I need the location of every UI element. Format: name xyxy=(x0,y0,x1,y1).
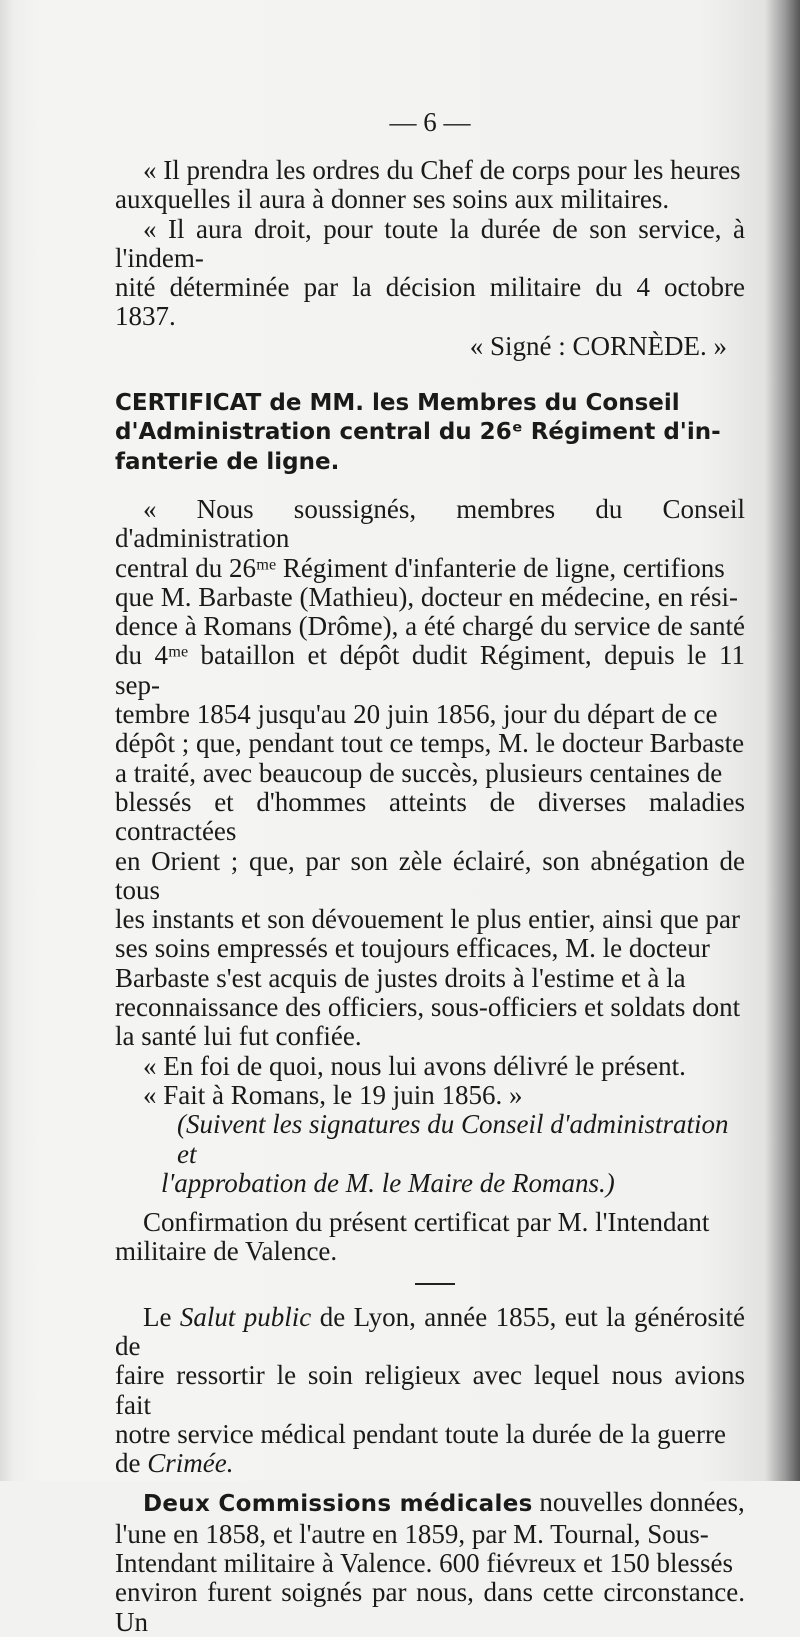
confirmation-line1: Confirmation du présent certificat par M. l'Intendant xyxy=(143,1207,710,1238)
page-number: — 6 — xyxy=(389,107,471,137)
cert-line: que M. Barbaste (Mathieu), docteur en médecine, en rési- xyxy=(115,581,739,612)
salut-rest: de Lyon, année 1855, eut la générosité de xyxy=(115,1301,745,1361)
commissions-heading: Deux Commissions médicales xyxy=(143,1491,533,1518)
signature-line: « Signé : CORNÈDE. » xyxy=(469,330,727,361)
salut-public-title: Salut public xyxy=(179,1301,312,1332)
cert-line: Barbaste s'est acquis de justes droits à l'estime et à la xyxy=(115,962,686,993)
para1-line2: auxquelles il aura à donner ses soins aux militaires. xyxy=(115,184,670,215)
salut-line4-prefix: de xyxy=(115,1448,148,1479)
salut-line2: faire ressortir le soin religieux avec lequel nous avions fait xyxy=(115,1360,745,1420)
page-text xyxy=(115,108,745,1637)
deux-line2: l'une en 1858, et l'autre en 1859, par M. Tournal, Sous- xyxy=(115,1518,709,1549)
cert-line: central du 26ᵐᵉ Régiment d'infanterie de ligne, certifions xyxy=(115,552,725,583)
para1-line1: « Il prendra les ordres du Chef de corps pour les heures xyxy=(143,155,741,185)
salut-line3: notre service médical pendant toute la durée de la guerre xyxy=(115,1418,726,1449)
fait-line: « Fait à Romans, le 19 juin 1856. » xyxy=(143,1079,523,1110)
salut-line1 xyxy=(115,1303,745,1362)
en-foi-line: « En foi de quoi, nous lui avons délivré le présent. xyxy=(143,1050,686,1081)
deux-line4: environ furent soignés par nous, dans cette circonstance. Un xyxy=(115,1577,745,1637)
signatures-note-line1: (Suivent les signatures du Conseil d'administration et xyxy=(177,1109,729,1169)
cert-line: blessés et d'hommes atteints de diverses maladies contractées xyxy=(115,786,745,847)
cert-line: la santé lui fut confiée. xyxy=(115,1021,362,1052)
certificate-heading xyxy=(115,389,745,477)
salut-line4 xyxy=(115,1449,745,1478)
salut-prefix: Le xyxy=(143,1301,180,1332)
certificate-body xyxy=(115,495,745,1052)
signatures-note-line2: l'approbation de M. le Maire de Romans.) xyxy=(161,1167,615,1198)
crimee-word: Crimée. xyxy=(147,1448,234,1479)
cert-line: a traité, avec beaucoup de succès, plusieurs centaines de xyxy=(115,757,723,788)
para2-line1: « Il aura droit, pour toute la durée de son service, à l'indem- xyxy=(115,213,745,273)
cert-line: « Nous soussignés, membres du Conseil d'administration xyxy=(115,493,745,554)
heading-line2: d'Administration central du 26ᵉ Régiment d'in- xyxy=(115,419,721,446)
heading-line1: CERTIFICAT de MM. les Membres du Conseil xyxy=(115,390,680,417)
cert-line: tembre 1854 jusqu'au 20 juin 1856, jour du départ de ce xyxy=(115,699,718,730)
cert-line: du 4ᵐᵉ bataillon et dépôt dudit Régiment, depuis le 11 sep- xyxy=(115,640,745,700)
para2-line2: nité déterminée par la décision militaire du 4 octobre 1837. xyxy=(115,272,745,332)
cert-line: en Orient ; que, par son zèle éclairé, son abnégation de tous xyxy=(115,845,745,905)
cert-line: dépôt ; que, pendant tout ce temps, M. le docteur Barbaste xyxy=(115,728,745,759)
cert-line: les instants et son dévouement le plus entier, ainsi que par xyxy=(115,904,741,935)
cert-line: reconnaissance des officiers, sous-officiers et soldats dont xyxy=(115,992,741,1023)
cert-line: ses soins empressés et toujours efficaces, M. le docteur xyxy=(115,933,710,964)
section-divider xyxy=(415,1283,455,1285)
deux-line3: Intendant militaire à Valence. 600 fiévreux et 150 blessés xyxy=(115,1548,734,1579)
deux-line1 xyxy=(115,1488,745,1519)
cert-line: dence à Romans (Drôme), a été chargé du service de santé xyxy=(115,611,745,642)
heading-line3: fanterie de ligne. xyxy=(115,448,340,475)
deux-rest: nouvelles données, xyxy=(532,1487,745,1518)
confirmation-line2: militaire de Valence. xyxy=(115,1236,338,1267)
